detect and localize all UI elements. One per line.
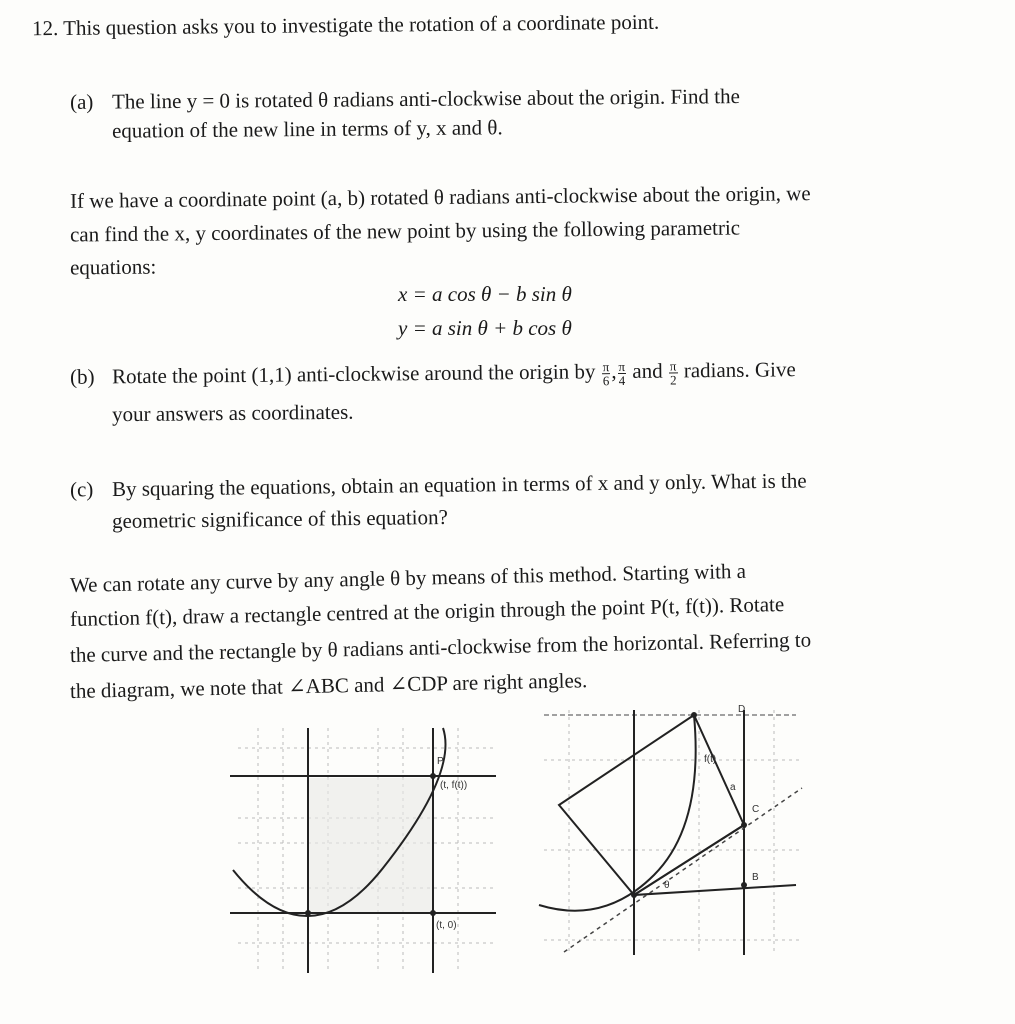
point-p [430, 773, 436, 779]
diagram-left-svg [228, 718, 498, 980]
label-ft-right: f(t) [704, 754, 717, 765]
part-c-text-1: By squaring the equations, obtain an equation in terms of x and y only. What is the [111, 468, 807, 501]
part-b-label: (b) [69, 364, 95, 389]
part-c-label: (c) [69, 477, 94, 502]
fraction-pi-over-6: $\frac{\pi}{6}$ [602, 358, 610, 388]
paragraph1-line1: If we have a coordinate point (a, b) rotated θ radians anti-clockwise about the origin, we [69, 181, 811, 213]
fraction-pi-over-2: $\frac{\pi}{2}$ [669, 358, 677, 388]
label-t0: (t, 0) [436, 920, 457, 931]
paragraph2-line3: the curve and the rectangle by θ radians anti-clockwise from the horizontal. Referring to [69, 627, 812, 667]
origin-point-right [631, 892, 637, 898]
part-c-line2: geometric significance of this equation? [111, 504, 449, 534]
label-p: P [437, 756, 444, 767]
rotated-point-p [691, 712, 697, 718]
rotated-rectangle [559, 715, 744, 895]
paragraph2-line1: We can rotate any curve by any angle θ by means of this method. Starting with a [69, 558, 747, 597]
parametric-equation-x: x = a cos θ − b sin θ [398, 282, 572, 306]
part-b-text-2: radians. Give [683, 357, 796, 383]
paragraph1-line2: can find the x, y coordinates of the new point by using the following parametric [69, 215, 741, 247]
diagram-right [534, 700, 804, 960]
label-a: a [730, 782, 736, 793]
parametric-equation-y: y = a sin θ + b cos θ [398, 316, 572, 340]
fraction-pi-over-4: $\frac{\pi}{4}$ [618, 358, 626, 388]
question-intro-line [32, 9, 659, 42]
question-number: 12. [31, 16, 59, 41]
origin-point [305, 910, 311, 916]
point-b [741, 882, 747, 888]
label-theta: θ [664, 880, 670, 891]
paragraph2-line2: function f(t), draw a rectangle centred at the origin through the point P(t, f(t)). Rotate [69, 592, 785, 631]
comma-1: , [611, 359, 617, 384]
part-b-text-1: Rotate the point (1,1) anti-clockwise around the origin by [111, 359, 596, 389]
rotation-line-dashed [564, 788, 802, 952]
rotated-x-axis [634, 825, 744, 895]
label-c: C [752, 804, 760, 815]
part-a-line2: equation of the new line in terms of y, x and θ. [111, 115, 503, 143]
label-t-ft: (t, f(t)) [440, 780, 468, 791]
diagram-left [228, 718, 498, 980]
part-b-line2: your answers as coordinates. [111, 399, 354, 427]
point-c [741, 822, 747, 828]
paragraph2-line4: the diagram, we note that ∠ABC and ∠CDP are right angles. [69, 668, 588, 703]
diagram-right-svg [534, 700, 804, 960]
part-b-line1 [70, 356, 796, 392]
question-intro: This question asks you to investigate the rotation of a coordinate point. [63, 9, 660, 40]
rotated-curve [539, 715, 696, 911]
part-a-text-1: The line y = 0 is rotated θ radians anti-clockwise about the origin. Find the [111, 84, 740, 114]
point-t0 [430, 910, 436, 916]
part-c-line1 [70, 468, 807, 503]
part-a-label: (a) [69, 89, 94, 114]
part-b-and: and [632, 358, 663, 383]
label-b: B [752, 872, 759, 883]
paragraph1-line3: equations: [69, 254, 157, 280]
label-d: D [738, 704, 746, 715]
part-a-line1 [70, 83, 740, 115]
